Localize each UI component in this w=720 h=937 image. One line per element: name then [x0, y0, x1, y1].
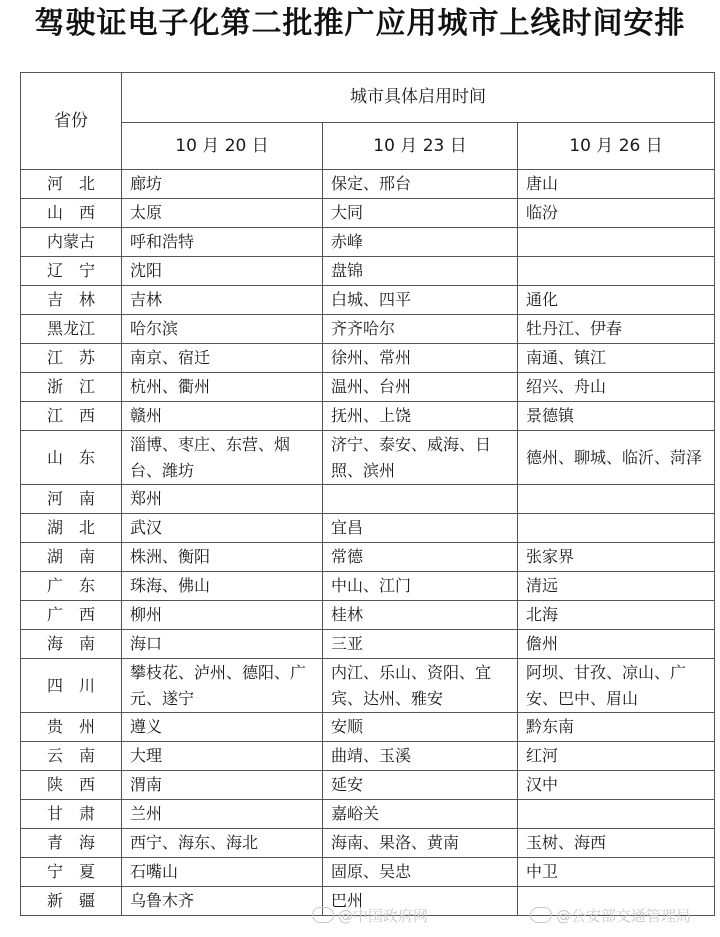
cities-oct23-cell: 延安 [323, 771, 518, 800]
table-row [21, 630, 715, 659]
cities-oct20-cell: 攀枝花、泸州、德阳、广元、遂宁 [122, 659, 323, 713]
table-row [21, 572, 715, 601]
weibo-icon [312, 907, 334, 923]
table-row [21, 199, 715, 228]
cities-oct26-cell: 通化 [518, 286, 715, 315]
cities-oct20-cell: 珠海、佛山 [122, 572, 323, 601]
cities-oct23-cell: 内江、乐山、资阳、宜宾、达州、雅安 [323, 659, 518, 713]
cities-oct20-cell: 郑州 [122, 485, 323, 514]
cities-oct20-cell: 沈阳 [122, 257, 323, 286]
cities-oct26-cell: 临汾 [518, 199, 715, 228]
cities-oct26-cell [518, 800, 715, 829]
cities-oct20-cell: 呼和浩特 [122, 228, 323, 257]
table-row [21, 829, 715, 858]
cities-oct20-cell: 太原 [122, 199, 323, 228]
cities-oct26-cell: 汉中 [518, 771, 715, 800]
province-cell: 湖 南 [21, 543, 122, 572]
cities-oct23-cell: 徐州、常州 [323, 344, 518, 373]
cities-oct20-cell: 海口 [122, 630, 323, 659]
cities-oct20-cell: 遵义 [122, 713, 323, 742]
cities-oct23-cell: 海南、果洛、黄南 [323, 829, 518, 858]
cities-oct20-cell: 乌鲁木齐 [122, 887, 323, 916]
cities-oct23-cell: 曲靖、玉溪 [323, 742, 518, 771]
schedule-table [20, 72, 715, 916]
province-cell: 山 东 [21, 431, 122, 485]
table-row [21, 543, 715, 572]
cities-oct23-cell: 中山、江门 [323, 572, 518, 601]
cities-oct20-cell: 渭南 [122, 771, 323, 800]
table-row [21, 485, 715, 514]
cities-oct26-cell: 绍兴、舟山 [518, 373, 715, 402]
cities-oct26-cell: 北海 [518, 601, 715, 630]
cities-oct20-cell: 株洲、衡阳 [122, 543, 323, 572]
cities-oct23-cell [323, 485, 518, 514]
cities-oct23-cell: 巴州 [323, 887, 518, 916]
cities-oct26-cell: 张家界 [518, 543, 715, 572]
cities-oct23-cell: 大同 [323, 199, 518, 228]
cities-oct23-cell: 温州、台州 [323, 373, 518, 402]
cities-oct23-cell: 赤峰 [323, 228, 518, 257]
province-cell: 陕 西 [21, 771, 122, 800]
table-row [21, 858, 715, 887]
cities-oct20-cell: 杭州、衢州 [122, 373, 323, 402]
cities-oct20-cell: 大理 [122, 742, 323, 771]
cities-oct23-cell: 白城、四平 [323, 286, 518, 315]
cities-oct23-cell: 桂林 [323, 601, 518, 630]
cities-oct26-cell: 牡丹江、伊春 [518, 315, 715, 344]
table-row [21, 344, 715, 373]
cities-oct26-cell: 红河 [518, 742, 715, 771]
cities-oct23-cell: 保定、邢台 [323, 170, 518, 199]
province-cell: 广 西 [21, 601, 122, 630]
table-row [21, 228, 715, 257]
cities-oct20-cell: 赣州 [122, 402, 323, 431]
province-cell: 河 南 [21, 485, 122, 514]
cities-oct26-cell: 阿坝、甘孜、凉山、广安、巴中、眉山 [518, 659, 715, 713]
cities-oct26-cell: 清远 [518, 572, 715, 601]
province-cell: 江 西 [21, 402, 122, 431]
watermark-traffic [530, 905, 691, 926]
cities-oct20-cell: 西宁、海东、海北 [122, 829, 323, 858]
cities-oct26-cell: 德州、聊城、临沂、菏泽 [518, 431, 715, 485]
province-cell: 海 南 [21, 630, 122, 659]
province-cell: 山 西 [21, 199, 122, 228]
cities-oct26-cell [518, 257, 715, 286]
date-header-oct23: 10 月 23 日 [323, 122, 518, 170]
province-cell: 辽 宁 [21, 257, 122, 286]
watermark-traffic-text: @公安部交通管理局 [556, 907, 692, 925]
document-title: 驾驶证电子化第二批推广应用城市上线时间安排 [34, 6, 686, 41]
cities-oct23-cell: 常德 [323, 543, 518, 572]
province-cell: 浙 江 [21, 373, 122, 402]
province-header: 省份 [21, 73, 122, 170]
province-cell: 甘 肃 [21, 800, 122, 829]
cities-oct26-cell [518, 485, 715, 514]
cities-oct23-cell: 三亚 [323, 630, 518, 659]
cities-oct23-cell: 安顺 [323, 713, 518, 742]
province-cell: 新 疆 [21, 887, 122, 916]
cities-oct20-cell: 哈尔滨 [122, 315, 323, 344]
table-row [21, 431, 715, 485]
cities-oct26-cell: 唐山 [518, 170, 715, 199]
table-row [21, 402, 715, 431]
cities-oct26-cell: 儋州 [518, 630, 715, 659]
province-cell: 广 东 [21, 572, 122, 601]
cities-oct20-cell: 兰州 [122, 800, 323, 829]
date-header-oct26: 10 月 26 日 [518, 122, 715, 170]
date-header-oct20: 10 月 20 日 [122, 122, 323, 170]
cities-oct26-cell [518, 514, 715, 543]
cities-oct20-cell: 武汉 [122, 514, 323, 543]
cities-oct23-cell: 齐齐哈尔 [323, 315, 518, 344]
cities-oct23-cell: 济宁、泰安、威海、日照、滨州 [323, 431, 518, 485]
table-row [21, 170, 715, 199]
province-cell: 黑龙江 [21, 315, 122, 344]
cities-oct20-cell: 柳州 [122, 601, 323, 630]
watermark-gov [312, 905, 428, 926]
table-row [21, 713, 715, 742]
table-row [21, 514, 715, 543]
province-cell: 云 南 [21, 742, 122, 771]
weibo-icon [530, 907, 552, 923]
cities-oct26-cell: 黔东南 [518, 713, 715, 742]
table-row [21, 771, 715, 800]
cities-oct26-cell: 中卫 [518, 858, 715, 887]
cities-oct23-cell: 抚州、上饶 [323, 402, 518, 431]
cities-oct23-cell: 嘉峪关 [323, 800, 518, 829]
table-row [21, 315, 715, 344]
province-cell: 内蒙古 [21, 228, 122, 257]
table-row [21, 659, 715, 713]
table-row [21, 373, 715, 402]
province-cell: 青 海 [21, 829, 122, 858]
cities-oct26-cell: 景德镇 [518, 402, 715, 431]
province-cell: 贵 州 [21, 713, 122, 742]
province-cell: 河 北 [21, 170, 122, 199]
cities-oct26-cell [518, 228, 715, 257]
watermark-gov-text: @中国政府网 [338, 907, 429, 925]
cities-oct23-cell: 宜昌 [323, 514, 518, 543]
table-row [21, 800, 715, 829]
launch-time-header: 城市具体启用时间 [122, 73, 715, 123]
cities-oct20-cell: 廊坊 [122, 170, 323, 199]
province-cell: 四 川 [21, 659, 122, 713]
table-row [21, 601, 715, 630]
cities-oct20-cell: 淄博、枣庄、东营、烟台、潍坊 [122, 431, 323, 485]
cities-oct26-cell: 玉树、海西 [518, 829, 715, 858]
cities-oct26-cell: 南通、镇江 [518, 344, 715, 373]
cities-oct20-cell: 南京、宿迁 [122, 344, 323, 373]
cities-oct20-cell: 石嘴山 [122, 858, 323, 887]
province-cell: 吉 林 [21, 286, 122, 315]
cities-oct23-cell: 固原、吴忠 [323, 858, 518, 887]
province-cell: 江 苏 [21, 344, 122, 373]
province-cell: 宁 夏 [21, 858, 122, 887]
table-row [21, 286, 715, 315]
table-row [21, 742, 715, 771]
cities-oct20-cell: 吉林 [122, 286, 323, 315]
table-row [21, 257, 715, 286]
province-cell: 湖 北 [21, 514, 122, 543]
cities-oct23-cell: 盘锦 [323, 257, 518, 286]
